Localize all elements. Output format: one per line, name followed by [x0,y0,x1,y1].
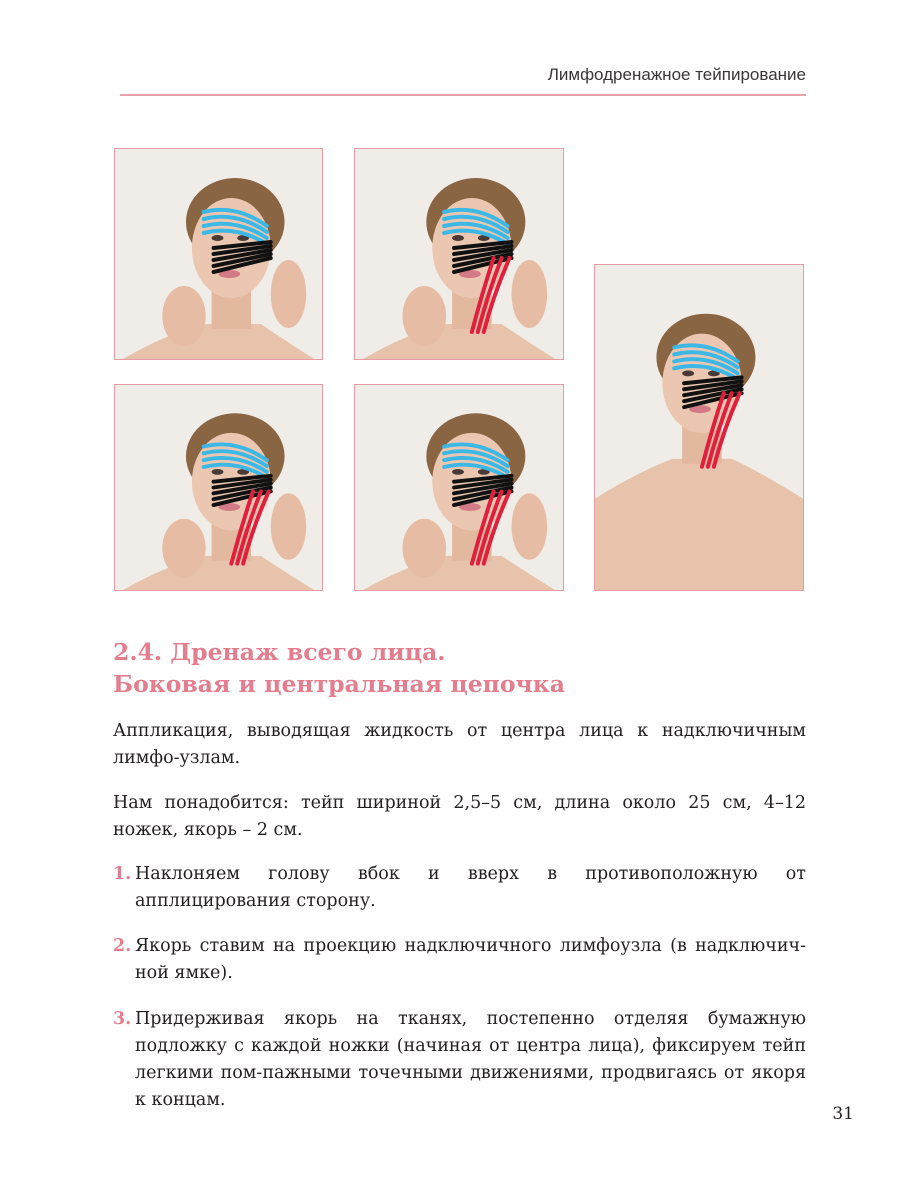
page-number: 31 [832,1104,854,1124]
intro-paragraph: Аппликация, выводящая жидкость от центра лица к надключичным лимфо-узлам. [113,721,806,768]
person-applying-tape-image [355,385,563,590]
step-text: Якорь ставим на проекцию надключичного лимфоузла (в надключич-ной ямке). [135,936,806,983]
step-item [113,1006,806,1114]
photo-step-1 [114,148,323,360]
materials-paragraph: Нам понадобится: тейп шириной 2,5–5 см, длина около 25 см, 4–12 ножек, якорь – 2 см. [113,793,806,840]
photo-step-2 [354,148,564,360]
photo-step-3 [114,384,323,591]
step-text: Придерживая якорь на тканях, постепенно отделяя бумажную подложку с каждой ножки (начиная от центра лица), фиксируем тейп легкими пом-пажными точечными движениями, продвигаясь от якоря к концам. [135,1009,806,1110]
person-taped-face-image [595,265,803,590]
step-item [113,861,806,915]
person-applying-tape-image [115,149,322,359]
step-text: Наклоняем голову вбок и вверх в противоположную от апплицирования сторону. [135,864,806,911]
section-heading [113,636,813,700]
person-applying-tape-image [115,385,322,590]
step-item [113,933,806,987]
photo-step-4 [354,384,564,591]
section-title-line-2: Боковая и центральная цепочка [113,670,565,698]
step-number: 3. [113,1009,132,1029]
step-number: 2. [113,936,132,956]
running-title: Лимфодренажное тейпирование [547,65,806,84]
running-head [120,64,806,96]
person-applying-tape-image [355,149,563,359]
photo-result [594,264,804,591]
step-number: 1. [113,864,132,884]
section-title-line-1: 2.4. Дренаж всего лица. [113,638,446,666]
